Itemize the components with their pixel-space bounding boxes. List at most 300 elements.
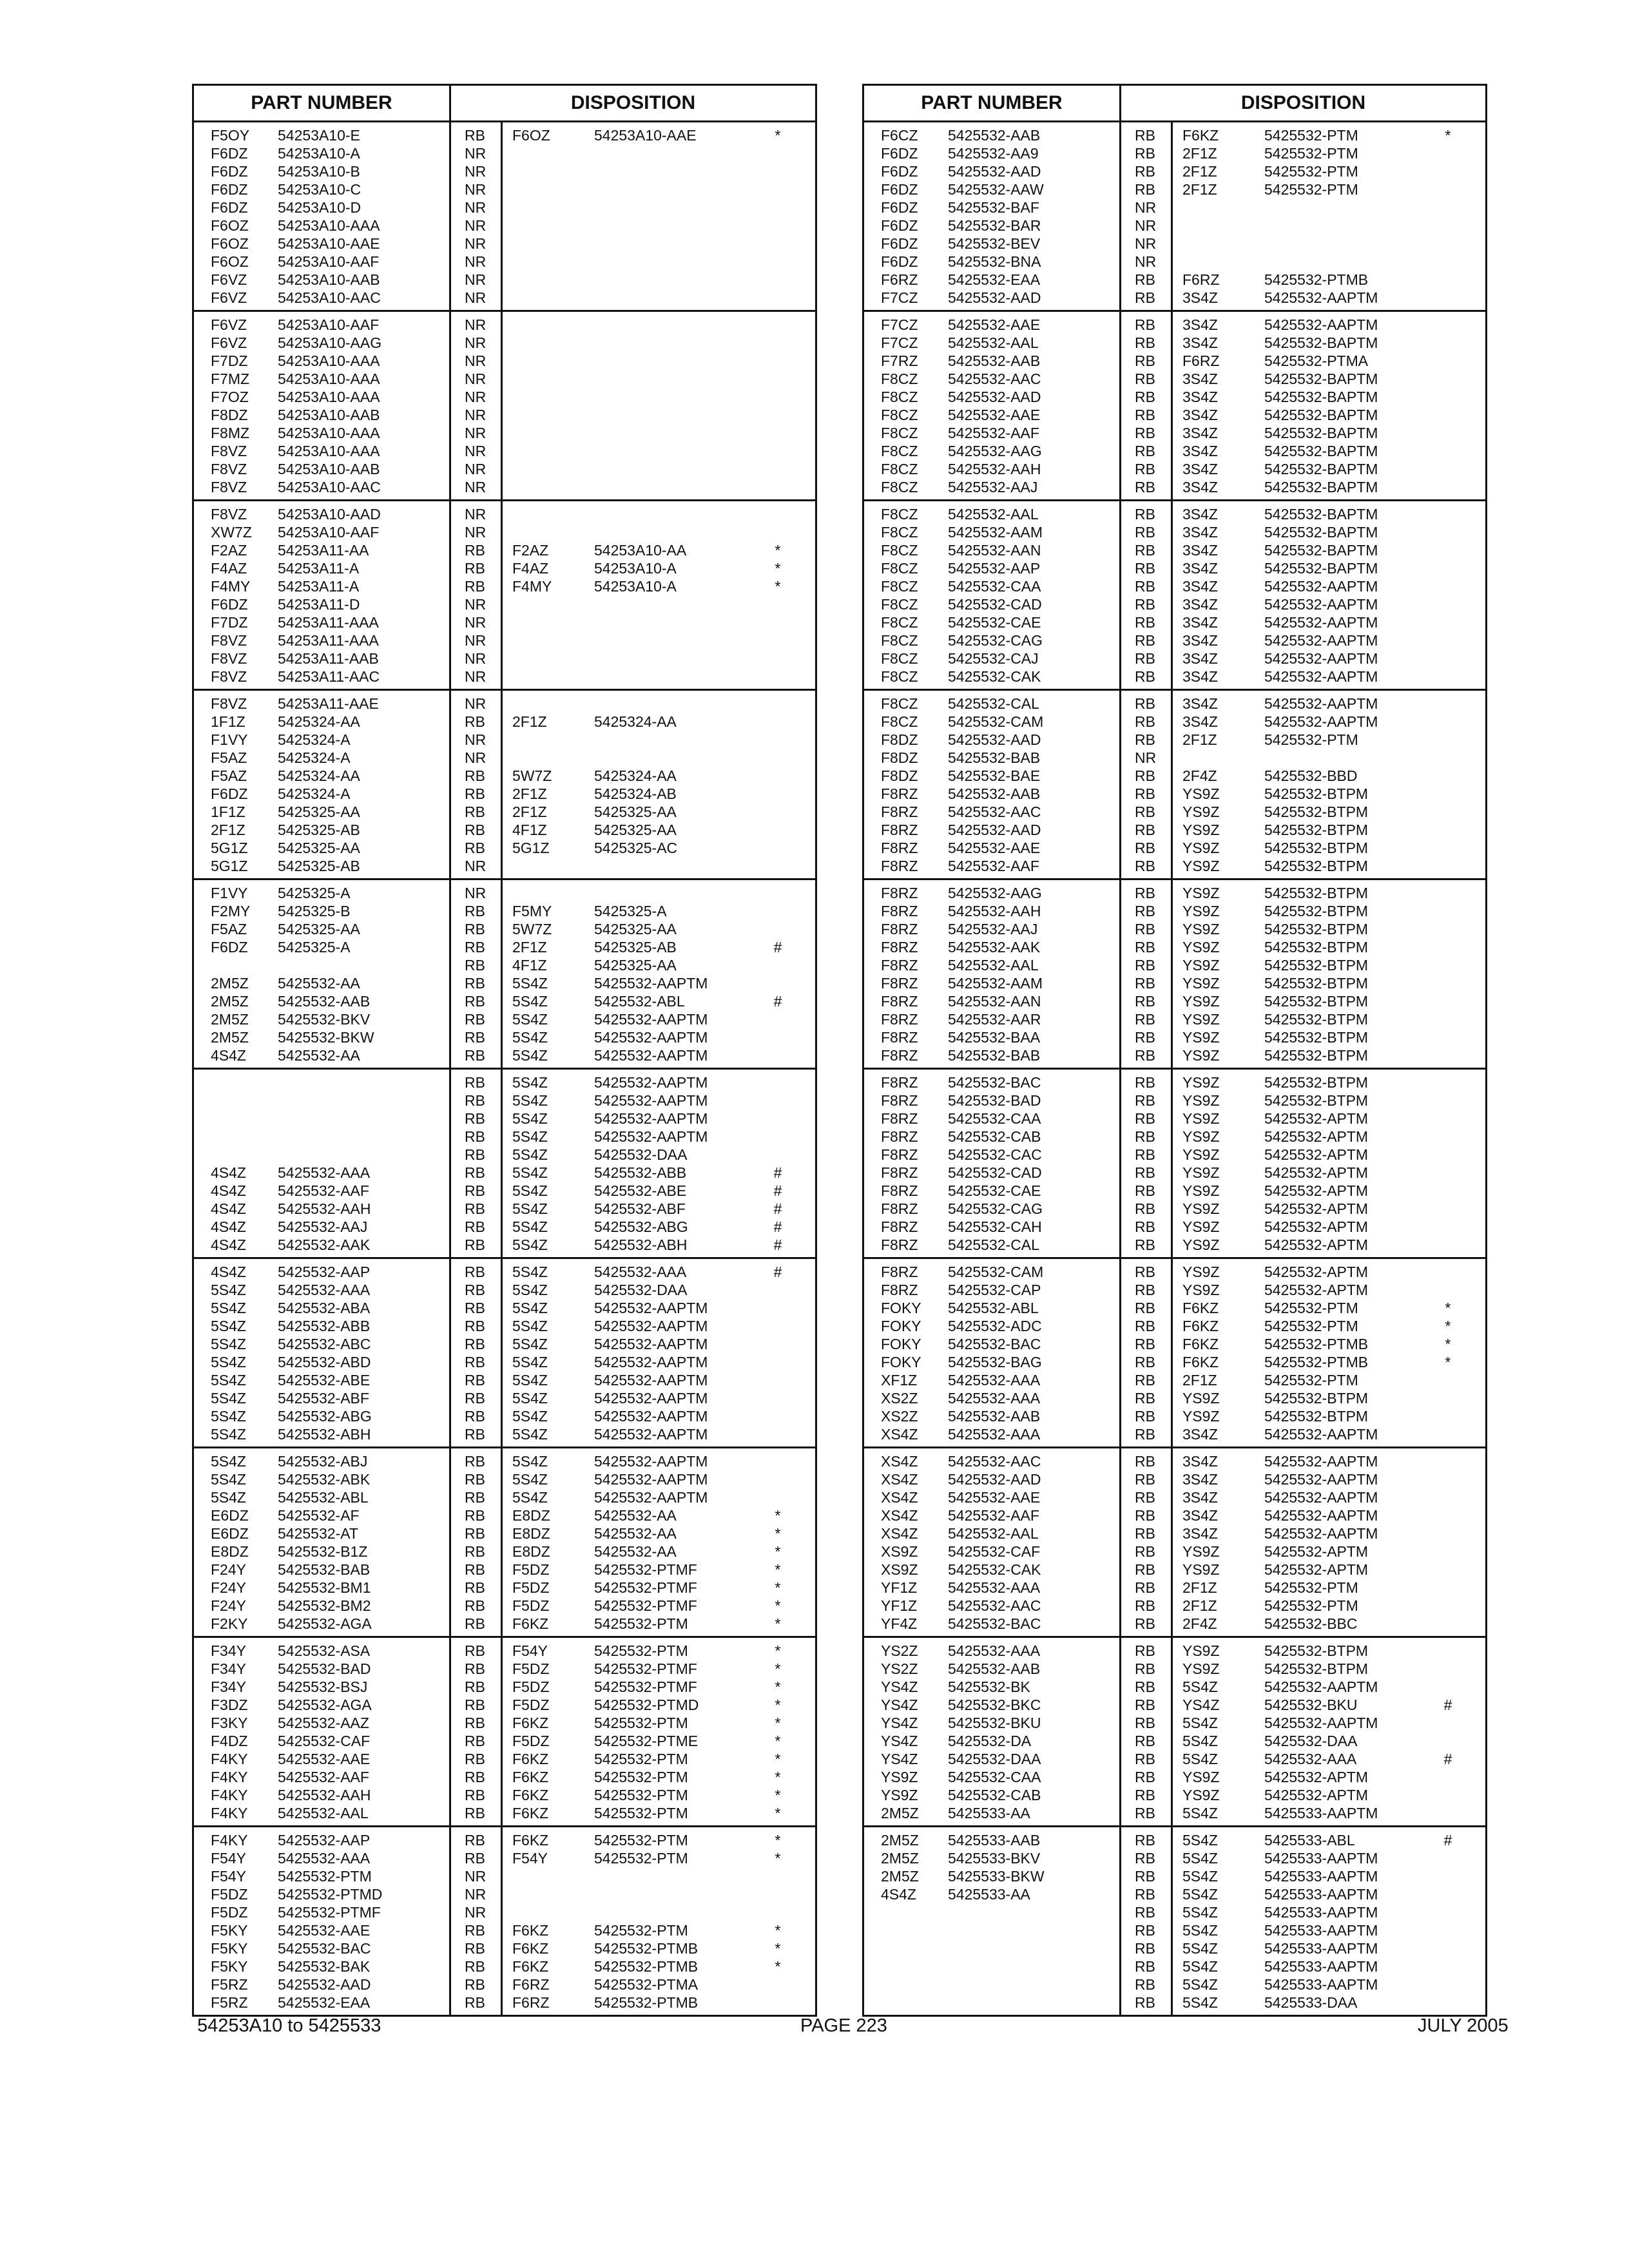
table-row — [864, 144, 1485, 162]
note-mark — [758, 956, 797, 974]
replacement-part: 5425532-BTPM — [1264, 957, 1369, 974]
model-code: 5S4Z — [211, 1426, 246, 1443]
replacement-part: 5425532-BTPM — [1264, 1074, 1369, 1091]
part-number: 5425532-AAP — [278, 1832, 371, 1849]
action-code: NR — [465, 443, 487, 459]
action-code: RB — [465, 1787, 485, 1803]
table-row — [194, 505, 815, 523]
part-number: 54253A10-AAA — [278, 443, 380, 459]
model-code: F54Y — [211, 1868, 246, 1885]
replacement-model: 5S4Z — [512, 1092, 548, 1109]
part-number: 5425532-BEV — [948, 235, 1041, 252]
note-mark — [758, 857, 797, 875]
note-mark: * — [775, 1733, 781, 1749]
part-number: 5425532-CAB — [948, 1787, 1041, 1803]
table-row — [194, 1146, 815, 1164]
part-number: 5425532-BAC — [948, 1074, 1041, 1091]
note-mark — [758, 1389, 797, 1407]
part-number: 5425532-AAC — [948, 803, 1041, 820]
replacement-part — [594, 334, 758, 352]
model-code: F8CZ — [881, 668, 918, 685]
replacement-model — [501, 478, 594, 496]
model-code: F8CZ — [881, 370, 918, 387]
table-row — [194, 649, 815, 668]
table-row — [194, 1353, 815, 1371]
model-code: F3DZ — [211, 1696, 248, 1713]
action-code: RB — [1135, 1678, 1155, 1695]
replacement-part: 5425532-BAPTM — [1264, 443, 1378, 459]
model-code: F34Y — [211, 1678, 246, 1695]
model-code: F6VZ — [211, 316, 247, 333]
model-code: E6DZ — [211, 1507, 249, 1524]
action-code: RB — [465, 957, 485, 974]
action-code: RB — [1135, 921, 1155, 937]
note-mark — [758, 1091, 797, 1110]
note-mark — [758, 731, 797, 749]
part-number: 5425532-AAF — [278, 1182, 369, 1199]
model-code: YS2Z — [881, 1642, 918, 1659]
replacement-model — [501, 144, 594, 162]
note-mark: # — [773, 1218, 782, 1235]
replacement-model — [501, 424, 594, 442]
action-code: NR — [465, 163, 487, 180]
part-number: 5425532-AAM — [948, 975, 1043, 992]
note-mark — [758, 316, 797, 334]
model-code: F24Y — [211, 1561, 246, 1578]
model-code: F8RZ — [881, 1264, 918, 1280]
note-mark — [1429, 162, 1467, 180]
replacement-model: 2F1Z — [1182, 1579, 1217, 1596]
part-number: 54253A11-A — [278, 578, 360, 595]
action-code: RB — [1135, 1660, 1155, 1677]
part-number: 5425532-AAH — [948, 903, 1041, 919]
replacement-part: 5425532-PTMA — [594, 1976, 699, 1993]
note-mark — [1429, 1146, 1467, 1164]
replacement-part: 5425532-AAPTM — [594, 1011, 708, 1028]
row-group — [194, 122, 815, 312]
action-code: RB — [1135, 145, 1155, 162]
table-row — [194, 920, 815, 938]
table-row — [864, 974, 1485, 992]
part-number: 5425532-AA9 — [948, 145, 1039, 162]
part-number: 5425532-ABG — [278, 1408, 372, 1425]
note-mark — [1429, 289, 1467, 307]
replacement-model — [1171, 749, 1264, 767]
note-mark — [758, 974, 797, 992]
table-row — [864, 1561, 1485, 1579]
part-number — [948, 1994, 1119, 2012]
note-mark — [758, 388, 797, 406]
replacement-part: 5425532-PTM — [1264, 731, 1358, 748]
part-number: 5425532-AAD — [948, 1471, 1041, 1488]
model-code: F34Y — [211, 1642, 246, 1659]
part-number: 5425532-ABL — [278, 1489, 369, 1506]
replacement-model: YS4Z — [1182, 1696, 1220, 1713]
table-row — [864, 1768, 1485, 1786]
model-code: YS2Z — [881, 1660, 918, 1677]
action-code: NR — [465, 749, 487, 766]
part-number: 5425325-B — [278, 903, 351, 919]
replacement-part: 5425532-APTM — [1264, 1787, 1369, 1803]
replacement-part: 5425532-AAPTM — [1264, 1715, 1378, 1731]
table-row — [194, 1849, 815, 1867]
note-mark — [758, 1452, 797, 1470]
replacement-part — [594, 505, 758, 523]
replacement-part: 54253A10-A — [594, 560, 677, 577]
replacement-part: 5425532-PTM — [594, 1922, 688, 1939]
replacement-part — [594, 460, 758, 478]
table-row — [864, 1263, 1485, 1281]
note-mark — [758, 235, 797, 253]
part-number: 5425532-BM2 — [278, 1597, 371, 1614]
model-code: 5S4Z — [211, 1282, 246, 1298]
action-code: NR — [465, 650, 487, 667]
replacement-model — [501, 1867, 594, 1885]
action-code: NR — [465, 253, 487, 270]
part-number: 54253A11-AAC — [278, 668, 380, 685]
note-mark — [758, 920, 797, 938]
action-code: RB — [1135, 1110, 1155, 1127]
model-code: F8RZ — [881, 975, 918, 992]
note-mark — [1429, 1597, 1467, 1615]
action-code: RB — [1135, 370, 1155, 387]
table-row — [864, 731, 1485, 749]
replacement-model: F5DZ — [512, 1696, 550, 1713]
note-mark: # — [773, 939, 782, 956]
table-row — [864, 271, 1485, 289]
part-number: 5425532-CAD — [948, 596, 1042, 613]
table-row — [194, 1714, 815, 1732]
replacement-model: 3S4Z — [1182, 632, 1218, 649]
replacement-part — [1264, 198, 1429, 216]
note-mark — [758, 370, 797, 388]
table-row — [864, 1994, 1485, 2012]
replacement-part: 54253A10-A — [594, 578, 677, 595]
replacement-model — [1171, 198, 1264, 216]
note-mark — [758, 749, 797, 767]
part-number: 5425532-AGA — [278, 1615, 372, 1632]
part-number: 5425533-BKV — [948, 1850, 1041, 1867]
action-code: RB — [1135, 632, 1155, 649]
table-row — [194, 162, 815, 180]
action-code: RB — [1135, 1696, 1155, 1713]
model-code: F6OZ — [211, 253, 249, 270]
action-code: RB — [465, 822, 485, 838]
model-code: 5S4Z — [211, 1318, 246, 1334]
part-number: 5425532-AAH — [948, 461, 1041, 477]
model-code: F8CZ — [881, 524, 918, 541]
action-code: RB — [465, 1047, 485, 1064]
replacement-part: 5425533-AAPTM — [1264, 1976, 1378, 1993]
action-code: RB — [1135, 1904, 1155, 1921]
replacement-part: 5425532-AAPTM — [594, 1426, 708, 1443]
replacement-part: 5425325-AC — [594, 840, 678, 856]
replacement-part: 5425532-AAA — [1264, 1751, 1357, 1767]
model-code: 5S4Z — [211, 1372, 246, 1389]
replacement-part: 5425532-APTM — [1264, 1110, 1369, 1127]
table-row — [864, 1182, 1485, 1200]
note-mark: * — [775, 1922, 781, 1939]
note-mark: * — [775, 1696, 781, 1713]
note-mark — [758, 1371, 797, 1389]
model-code: F4KY — [211, 1769, 248, 1785]
part-number: 5425532-BAK — [278, 1958, 371, 1975]
table-row — [194, 1073, 815, 1091]
model-code: YS4Z — [881, 1678, 918, 1695]
table-row — [864, 289, 1485, 307]
replacement-part: 5425532-BTPM — [1264, 921, 1369, 937]
replacement-model: 3S4Z — [1182, 443, 1218, 459]
action-code: RB — [1135, 614, 1155, 631]
replacement-part: 5425532-AAPTM — [594, 1092, 708, 1109]
replacement-part: 5425532-ABH — [594, 1236, 688, 1253]
note-mark — [1429, 1939, 1467, 1957]
replacement-part: 5425532-AAPTM — [594, 1453, 708, 1470]
replacement-part — [594, 253, 758, 271]
replacement-part: 5425532-BAPTM — [1264, 461, 1378, 477]
part-number-header: PART NUMBER — [194, 86, 451, 120]
replacement-model: 5S4Z — [512, 1453, 548, 1470]
note-mark: * — [775, 1597, 781, 1614]
table-row — [864, 1542, 1485, 1561]
note-mark — [758, 1028, 797, 1046]
table-row — [194, 1696, 815, 1714]
action-code: RB — [1135, 1336, 1155, 1352]
replacement-model: 5S4Z — [512, 1318, 548, 1334]
part-number: 5425325-AB — [278, 822, 360, 838]
replacement-part: 54253A10-AA — [594, 542, 687, 559]
replacement-model — [501, 884, 594, 902]
action-code: RB — [465, 1696, 485, 1713]
replacement-model: F6KZ — [512, 1615, 549, 1632]
model-code: YF1Z — [881, 1597, 918, 1614]
model-code: F4KY — [211, 1805, 248, 1821]
action-code: RB — [1135, 1733, 1155, 1749]
action-code: NR — [1135, 749, 1157, 766]
table-row — [194, 803, 815, 821]
action-code: RB — [465, 1092, 485, 1109]
table-row — [194, 1110, 815, 1128]
replacement-model — [501, 1885, 594, 1903]
replacement-model: 3S4Z — [1182, 1426, 1218, 1443]
note-mark: * — [1445, 1336, 1451, 1352]
part-number: 5425532-CAD — [948, 1164, 1042, 1181]
replacement-model: YS9Z — [1182, 1642, 1220, 1659]
model-code: 5S4Z — [211, 1408, 246, 1425]
replacement-model: 5S4Z — [512, 1236, 548, 1253]
table-body — [194, 122, 815, 2015]
action-code: RB — [1135, 695, 1155, 712]
note-mark — [758, 902, 797, 920]
note-mark — [758, 505, 797, 523]
model-code: YF4Z — [881, 1615, 918, 1632]
note-mark — [1429, 803, 1467, 821]
part-number: 54253A10-AAC — [278, 289, 381, 306]
note-mark — [1429, 1488, 1467, 1506]
action-code: RB — [1135, 1282, 1155, 1298]
note-mark — [1429, 1128, 1467, 1146]
part-number: 5425532-AAA — [278, 1164, 371, 1181]
action-code: RB — [1135, 479, 1155, 495]
note-mark — [758, 216, 797, 235]
replacement-model: F6KZ — [1182, 1336, 1219, 1352]
part-number: 54253A10-AAE — [278, 235, 380, 252]
action-code: RB — [1135, 650, 1155, 667]
model-code: F8DZ — [881, 749, 918, 766]
note-mark — [758, 613, 797, 631]
model-code: 5S4Z — [211, 1354, 246, 1370]
replacement-model — [501, 388, 594, 406]
action-code: RB — [465, 975, 485, 992]
action-code: RB — [465, 1642, 485, 1659]
replacement-part: 5425532-APTM — [1264, 1128, 1369, 1145]
note-mark — [1429, 1164, 1467, 1182]
note-mark: * — [1445, 1318, 1451, 1334]
part-number: 5425324-A — [278, 785, 351, 802]
replacement-part: 5425532-AAPTM — [1264, 713, 1378, 730]
part-number: 5425532-AAJ — [948, 479, 1038, 495]
replacement-part: 5425532-APTM — [1264, 1182, 1369, 1199]
part-number: 5425532-ABE — [278, 1372, 371, 1389]
table-row — [864, 1903, 1485, 1921]
action-code: RB — [465, 1128, 485, 1145]
replacement-part: 5425532-APTM — [1264, 1236, 1369, 1253]
model-code: F6DZ — [881, 163, 918, 180]
model-code — [864, 1975, 948, 1994]
part-number: 5425325-AA — [278, 840, 360, 856]
action-code: NR — [465, 199, 487, 216]
table-row — [864, 1407, 1485, 1425]
replacement-model — [501, 523, 594, 541]
table-row — [864, 1073, 1485, 1091]
action-code: RB — [1135, 1426, 1155, 1443]
action-code: NR — [465, 632, 487, 649]
note-mark — [1429, 1642, 1467, 1660]
replacement-part: 5425533-ABL — [1264, 1832, 1355, 1849]
table-row — [864, 180, 1485, 198]
table-row — [194, 992, 815, 1010]
replacement-model: 3S4Z — [1182, 407, 1218, 423]
note-mark — [1429, 523, 1467, 541]
model-code: 5S4Z — [211, 1453, 246, 1470]
model-code: 5S4Z — [211, 1489, 246, 1506]
replacement-model: YS9Z — [1182, 1047, 1220, 1064]
note-mark — [1429, 406, 1467, 424]
table-row — [864, 713, 1485, 731]
model-code: F8RZ — [881, 1282, 918, 1298]
table-row — [864, 1849, 1485, 1867]
replacement-part: 5425532-PTM — [594, 1787, 688, 1803]
replacement-model: YS9Z — [1182, 903, 1220, 919]
action-code: RB — [1135, 334, 1155, 351]
action-code: RB — [1135, 542, 1155, 559]
action-code: RB — [465, 1110, 485, 1127]
part-number: 5425532-AF — [278, 1507, 360, 1524]
model-code: F8VZ — [211, 443, 247, 459]
model-code: E6DZ — [211, 1525, 249, 1542]
replacement-model: YS9Z — [1182, 1029, 1220, 1046]
model-code: 2F1Z — [211, 822, 246, 838]
replacement-model: 2F1Z — [512, 803, 547, 820]
model-code: F6CZ — [881, 127, 918, 144]
model-code: F5RZ — [211, 1976, 248, 1993]
part-number: 5425532-AA — [278, 975, 360, 992]
action-code: RB — [1135, 803, 1155, 820]
table-row — [194, 424, 815, 442]
note-mark: # — [773, 993, 782, 1010]
action-code: RB — [1135, 668, 1155, 685]
model-code: F6DZ — [211, 163, 248, 180]
replacement-part: 5425532-AAPTM — [594, 1372, 708, 1389]
model-code: XS4Z — [881, 1525, 918, 1542]
table-row — [864, 1732, 1485, 1750]
action-code: RB — [1135, 1805, 1155, 1821]
model-code: F6DZ — [881, 199, 918, 216]
model-code: YS4Z — [881, 1733, 918, 1749]
table-row — [194, 1452, 815, 1470]
action-code: RB — [1135, 1561, 1155, 1578]
replacement-model: 3S4Z — [1182, 542, 1218, 559]
replacement-model: 5S4Z — [1182, 1886, 1218, 1903]
table-row — [864, 1597, 1485, 1615]
part-number: 5425532-CAM — [948, 713, 1044, 730]
replacement-model: 5S4Z — [1182, 1832, 1218, 1849]
note-mark — [1429, 1506, 1467, 1524]
replacement-model: YS9Z — [1182, 1200, 1220, 1217]
action-code: NR — [465, 858, 487, 874]
part-number: 54253A10-A — [278, 145, 360, 162]
note-mark — [758, 180, 797, 198]
part-number: 5425532-ABF — [278, 1390, 369, 1407]
table-row — [194, 1164, 815, 1182]
part-number: 5425533-AA — [948, 1805, 1030, 1821]
replacement-model — [501, 235, 594, 253]
model-code: YS4Z — [881, 1715, 918, 1731]
table-row — [864, 352, 1485, 370]
model-code: F8DZ — [211, 407, 248, 423]
part-number: 54253A11-AAE — [278, 695, 379, 712]
model-code: XS4Z — [881, 1507, 918, 1524]
replacement-part: 5425532-ABG — [594, 1218, 688, 1235]
action-code: RB — [1135, 957, 1155, 974]
action-code: NR — [465, 1886, 487, 1903]
replacement-model: 5S4Z — [512, 1426, 548, 1443]
table-row — [864, 1281, 1485, 1299]
action-code: RB — [1135, 1236, 1155, 1253]
part-number: 5425532-BAB — [948, 749, 1041, 766]
action-code: RB — [465, 785, 485, 802]
replacement-part: 5425532-PTMF — [594, 1678, 697, 1695]
action-code: RB — [1135, 993, 1155, 1010]
table-row — [864, 1470, 1485, 1488]
action-code: RB — [1135, 767, 1155, 784]
replacement-model: YS9Z — [1182, 885, 1220, 901]
note-mark — [758, 1975, 797, 1994]
replacement-model: 3S4Z — [1182, 650, 1218, 667]
action-code: RB — [1135, 731, 1155, 748]
note-mark — [1429, 749, 1467, 767]
action-code: RB — [465, 767, 485, 784]
model-code: F8CZ — [881, 542, 918, 559]
replacement-model: 3S4Z — [1182, 695, 1218, 712]
action-code: RB — [465, 1489, 485, 1506]
replacement-model: YS9Z — [1182, 1660, 1220, 1677]
model-code: F6DZ — [881, 217, 918, 234]
note-mark — [758, 162, 797, 180]
part-number: 5425532-BAE — [948, 767, 1041, 784]
action-code: RB — [1135, 1011, 1155, 1028]
model-code: F6DZ — [211, 785, 248, 802]
